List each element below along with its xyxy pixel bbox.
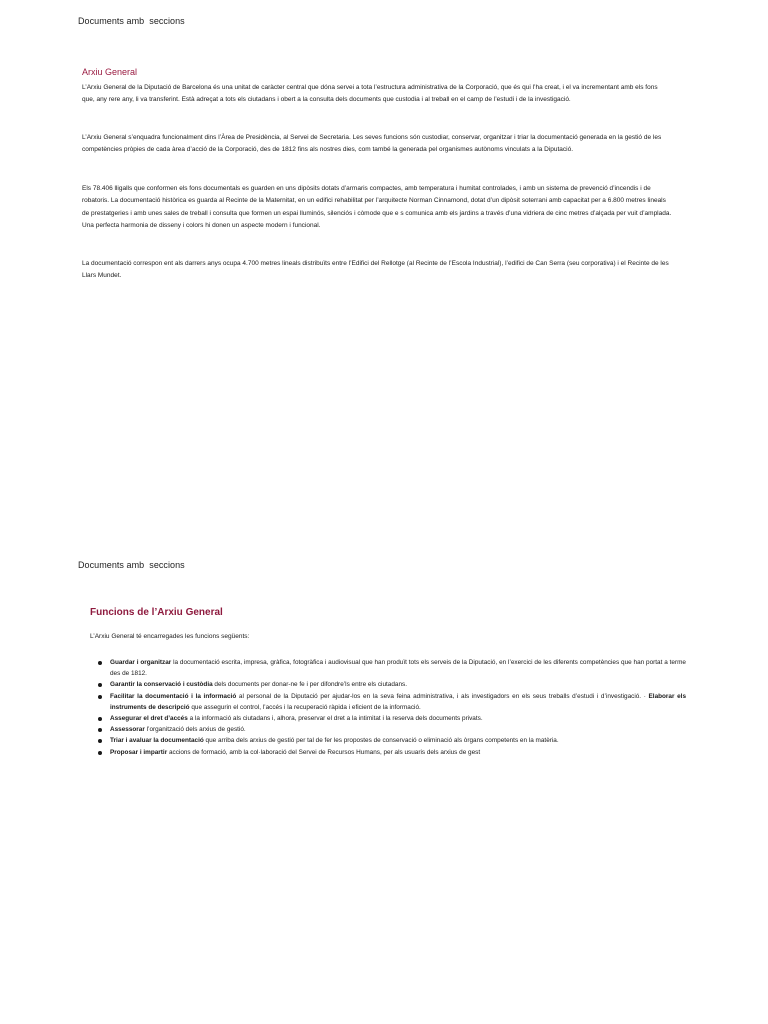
list-item [96,724,686,735]
bullet-icon [98,751,102,755]
section-title-funcions: Funcions de l’Arxiu General [90,607,223,618]
list-item [96,657,686,679]
bullet-icon [98,728,102,732]
bullet-icon [98,717,102,721]
paragraph-recent-docs: La documentació correspon ent als darrers anys ocupa 4.700 metres lineals distribuïts entre l’Edifici del Rellotge (al Recinte de l’Escola Industrial), l’edifici de Can Serra (seu corporativa) i el Recinte de les Llars Mundet. [82,260,669,280]
bullet-icon [98,683,102,687]
section-title-arxiu-general: Arxiu General [82,67,138,77]
function-keyword: Assegurar el dret d’accés [110,715,188,723]
function-text: l’organització dels arxius de gestió. [144,726,246,734]
page-header: Documents amb seccions [78,560,185,570]
list-item [96,747,686,758]
function-keyword: Elaborar els instruments de descripció [110,692,687,711]
paragraph-intro: L’Arxiu General de la Diputació de Barcelona és una unitat de caràcter central que dóna servei a tota l’estructura administrativa de la Corporació, que és qui l’ha creat, i el va incrementant amb els fons que, any rere any, li va transferint. Està adreçat a tots els ciutadans i obert a la consulta dels documents que custodia i al treball en el camp de l’estudi i de la investigació. [82,84,658,104]
function-keyword: Facilitar la documentació i la informació [110,692,237,700]
list-item [96,735,686,746]
bullet-icon [98,739,102,743]
function-text: dels documents per donar-ne fe i per difondre’ls entre els ciutadans. [212,681,407,689]
function-keyword: Assessorar [110,726,145,734]
bullet-icon [98,695,102,699]
function-text: que arriba dels arxius de gestió per tal de fer les propostes de conservació o eliminació als òrgans competents en la matèria. [203,737,559,745]
function-keyword: Triar i avaluar la documentació [110,737,204,745]
function-text: a la informació als ciutadans i, alhora, preservar el dret a la intimitat i la reserva dels documents privats. [187,715,483,723]
functions-intro: L’Arxiu General té encarregades les funcions següents: [90,633,250,640]
page-header: Documents amb seccions [78,16,185,26]
paragraph-functions: L’Arxiu General s’enquadra funcionalment dins l’Àrea de Presidència, al Servei de Secretaria. Les seves funcions són custodiar, conservar, organitzar i triar la documentació generada en la gestió de les competències pròpies de cada àrea d’acció de la Corporació, des de 1812 fins als nostres dies, com també la generada pel organismes autònoms vinculats a la Diputació. [82,134,662,154]
function-keyword: Guardar i organitzar [110,659,172,666]
function-text: que assegurin el control, l’accés i la recuperació ràpida i eficient de la informació. [189,703,421,711]
list-item [96,691,686,713]
bullet-icon [98,661,102,665]
list-item [96,713,686,724]
function-keyword: Garantir la conservació i custòdia [110,681,213,689]
function-keyword: Proposar i impartir [110,748,168,756]
paragraph-holdings: Els 78.406 lligalls que conformen els fons documentals es guarden en uns dipòsits dotats d’armaris compactes, amb temperatura i humitat controlades, i amb un sistema de prevenció d’incendis i de robatoris. La documentació històrica es guarda al Recinte de la Maternitat, en un edifici rehabilitat per l’arquitecte Norman Cinnamond, dotat d’un dipòsit soterrani amb capacitat per a 6.800 metres lineals de prestatgeries i amb unes sales de treball i consulta que formen un espai lluminós, silenciós i còmode que e s comunica amb els jardins a través d’una vidriera de cinc metres d’alçada per vuit d’amplada. Una perfecta harmonia de disseny i colors hi donen un aspecte modern i funcional. [82,185,672,230]
function-text: accions de formació, amb la col·laboració del Servei de Recursos Humans, per als usuaris dels arxius de gest [167,748,481,756]
function-text: al personal de la Diputació per ajudar-los en la seva feina administrativa, i als investigadors en els seus treballs d’estudi i d’investigació. · [236,692,649,700]
functions-list [96,657,686,758]
list-item [96,679,686,690]
function-text: la documentació escrita, impresa, gràfica, fotogràfica i audiovisual que han produït tots els serveis de la Diputació, en l’exercici de les diferents competències que han portat a terme des de 1812. [110,659,686,678]
